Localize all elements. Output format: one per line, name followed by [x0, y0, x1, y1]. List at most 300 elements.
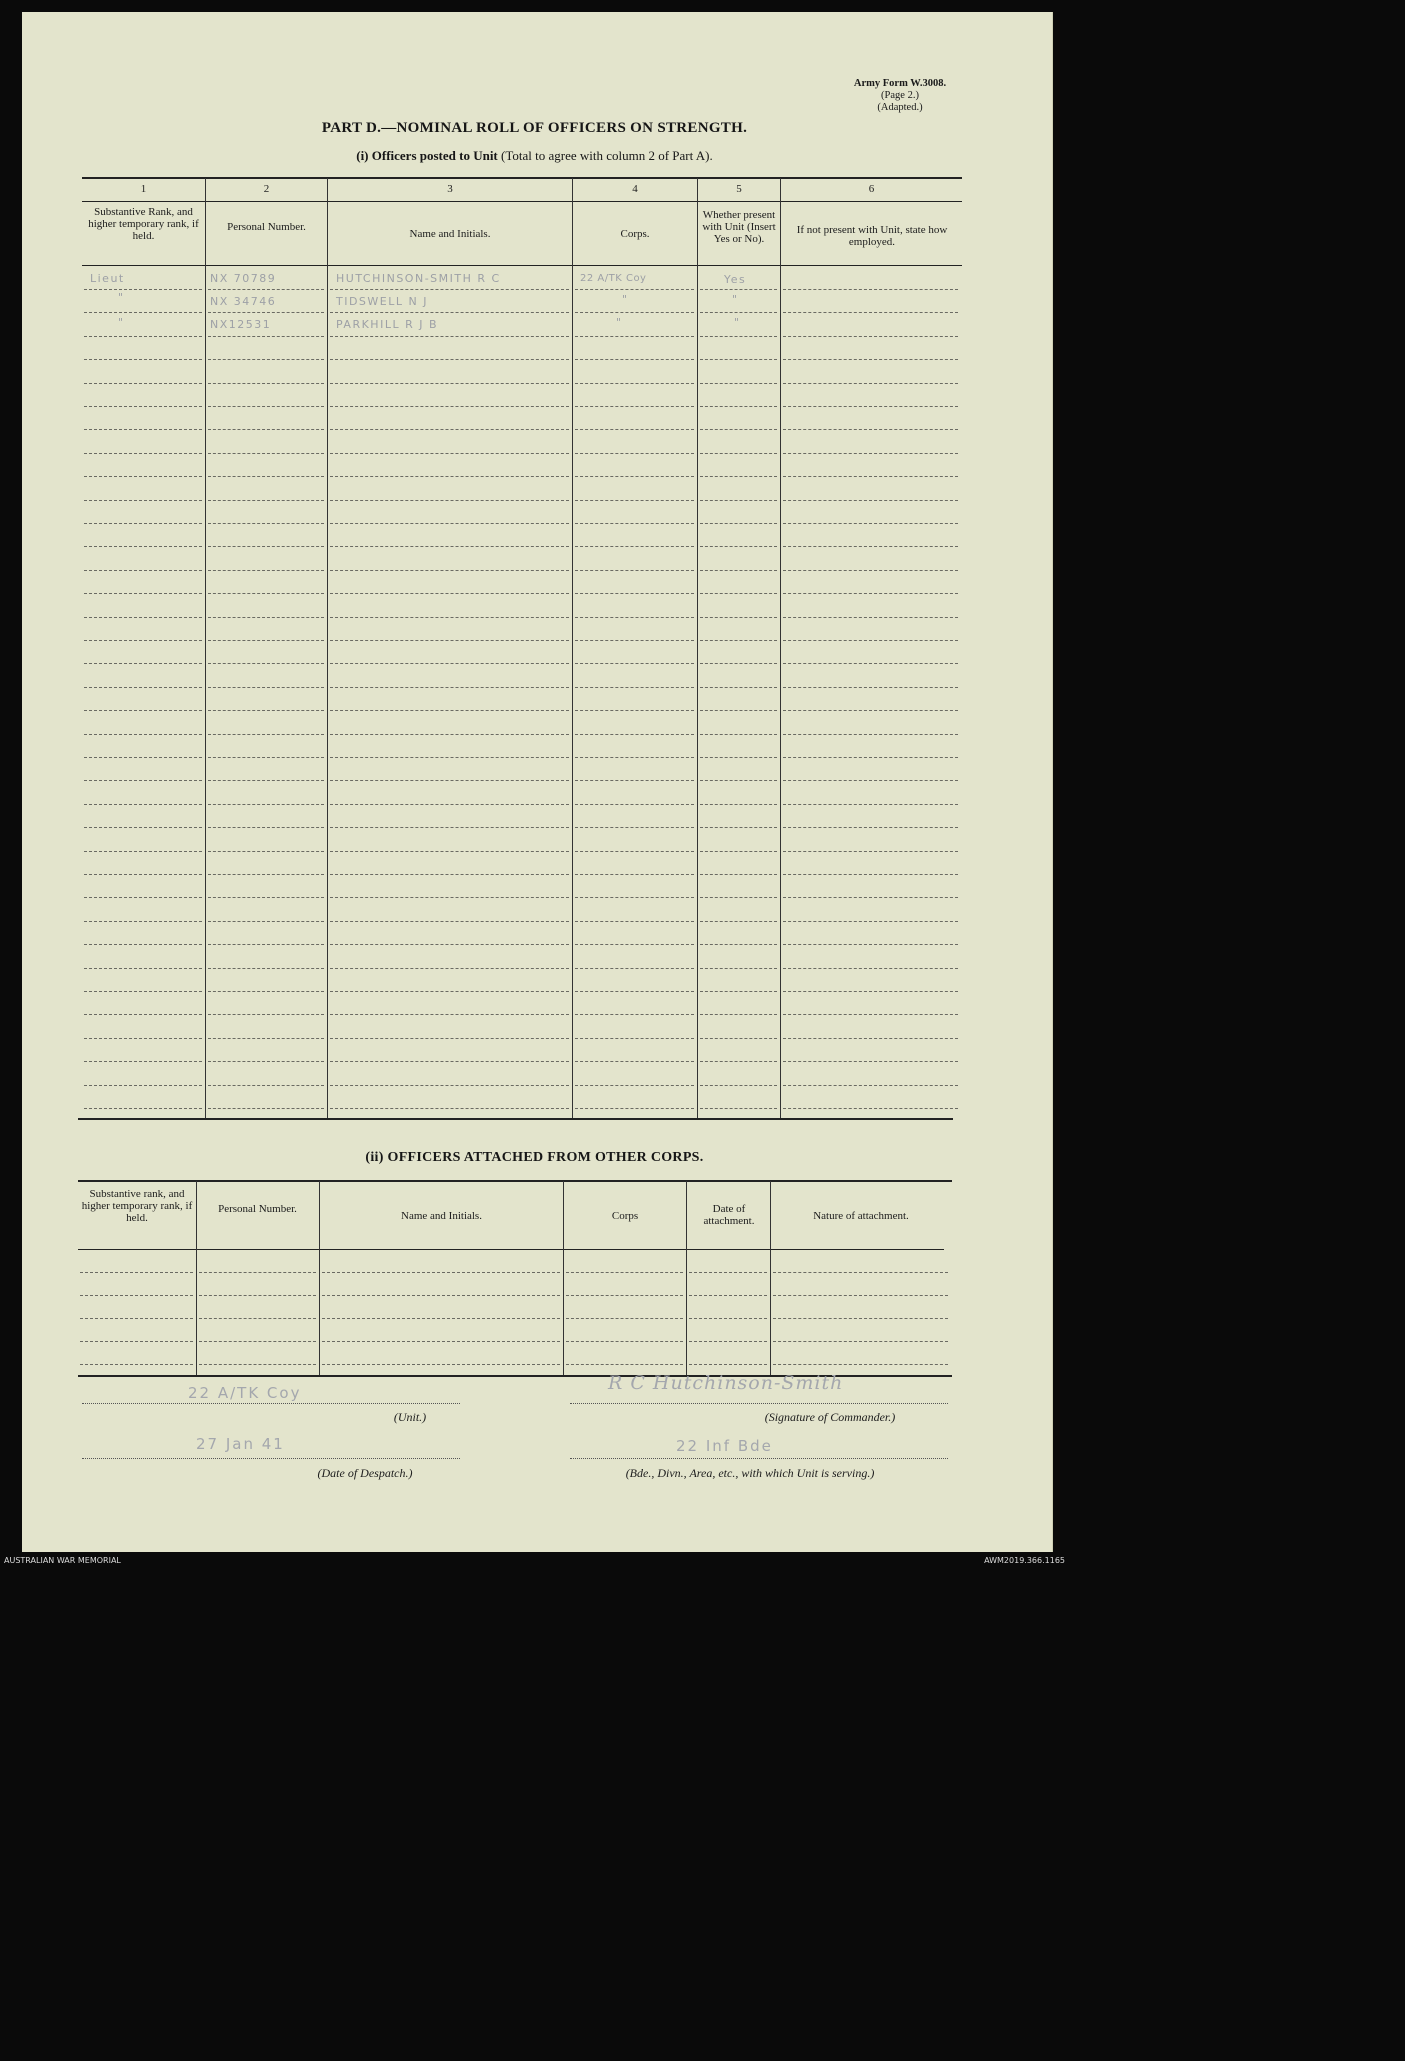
date-value: 27 Jan 41: [196, 1435, 285, 1453]
ruled-line: [773, 1295, 948, 1296]
ruled-line: [330, 710, 569, 711]
ruled-line: [80, 1272, 193, 1273]
ruled-line: [84, 663, 202, 664]
t2-header-name: Name and Initials.: [401, 1210, 482, 1222]
ruled-line: [700, 476, 777, 477]
ruled-line: [208, 406, 324, 407]
ruled-line: [84, 851, 202, 852]
t2-header-personal-number: Personal Number.: [218, 1203, 297, 1215]
ruled-line: [575, 991, 694, 992]
ruled-line: [84, 1085, 202, 1086]
ruled-line: [199, 1318, 316, 1319]
ruled-line: [783, 1061, 958, 1062]
unit-line: [82, 1403, 460, 1404]
ruled-line: [208, 944, 324, 945]
subtitle-rest: (Total to agree with column 2 of Part A).: [497, 148, 713, 163]
table2-header-rule: [78, 1249, 944, 1250]
ruled-line: [783, 734, 958, 735]
ruled-line: [575, 968, 694, 969]
ruled-line: [689, 1318, 767, 1319]
ruled-line: [208, 570, 324, 571]
page-title: PART D.—NOMINAL ROLL OF OFFICERS ON STRENGTH.: [321, 120, 748, 136]
col-number-rule: [82, 201, 962, 202]
ruled-line: [330, 523, 569, 524]
ruled-line: [575, 851, 694, 852]
ruled-line: [330, 1038, 569, 1039]
ruled-line: [330, 804, 569, 805]
ruled-line: [783, 991, 958, 992]
bde-value: 22 Inf Bde: [676, 1437, 773, 1455]
ruled-line: [84, 780, 202, 781]
ruled-line: [575, 476, 694, 477]
ruled-line: [208, 780, 324, 781]
ruled-line: [84, 804, 202, 805]
ruled-line: [783, 1108, 958, 1109]
col-divider-3: [572, 178, 573, 1118]
ruled-line: [575, 1061, 694, 1062]
ruled-line: [84, 453, 202, 454]
ruled-line: [84, 1061, 202, 1062]
ruled-line: [330, 570, 569, 571]
ruled-line: [208, 968, 324, 969]
ruled-line: [575, 289, 694, 290]
ruled-line: [84, 734, 202, 735]
ruled-line: [773, 1364, 948, 1365]
ruled-line: [330, 1108, 569, 1109]
ruled-line: [700, 453, 777, 454]
ruled-line: [783, 546, 958, 547]
ruled-line: [700, 874, 777, 875]
ruled-line: [330, 780, 569, 781]
ruled-line: [199, 1341, 316, 1342]
date-line: [82, 1458, 460, 1459]
ruled-line: [700, 359, 777, 360]
ruled-line: [330, 851, 569, 852]
ruled-line: [575, 710, 694, 711]
ruled-line: [575, 687, 694, 688]
ruled-line: [330, 593, 569, 594]
ruled-line: [783, 687, 958, 688]
header-rule: [82, 265, 962, 266]
ruled-line: [330, 429, 569, 430]
ruled-line: [84, 991, 202, 992]
ruled-line: [330, 289, 569, 290]
ruled-line: [208, 851, 324, 852]
ruled-line: [700, 991, 777, 992]
ruled-line: [208, 546, 324, 547]
ruled-line: [783, 921, 958, 922]
ruled-line: [773, 1341, 948, 1342]
ruled-line: [84, 546, 202, 547]
table2-top-rule: [78, 1180, 952, 1182]
ruled-line: [84, 289, 202, 290]
table-top-rule: [82, 177, 962, 179]
archive-credit: AUSTRALIAN WAR MEMORIAL: [4, 1556, 121, 1565]
subtitle-bold: (i) Officers posted to Unit: [356, 148, 498, 163]
ruled-line: [783, 406, 958, 407]
ruled-line: [208, 1061, 324, 1062]
ruled-line: [208, 874, 324, 875]
header-personal-number: Personal Number.: [227, 221, 306, 233]
date-label: (Date of Despatch.): [317, 1466, 413, 1480]
unit-value: 22 A/TK Coy: [188, 1384, 302, 1402]
ruled-line: [575, 570, 694, 571]
row3-corps: ": [616, 316, 623, 329]
row2-rank: ": [118, 291, 125, 304]
ruled-line: [208, 1108, 324, 1109]
ruled-line: [700, 1061, 777, 1062]
row3-present: ": [734, 316, 741, 329]
ruled-line: [208, 897, 324, 898]
unit-label: (Unit.): [393, 1410, 427, 1424]
header-name: Name and Initials.: [409, 228, 491, 240]
ruled-line: [575, 827, 694, 828]
ruled-line: [700, 1108, 777, 1109]
section2-title: (ii) OFFICERS ATTACHED FROM OTHER CORPS.: [365, 1150, 704, 1165]
ruled-line: [575, 593, 694, 594]
ruled-line: [700, 546, 777, 547]
ruled-line: [700, 640, 777, 641]
ruled-line: [575, 804, 694, 805]
row2-present: ": [732, 293, 739, 306]
ruled-line: [700, 429, 777, 430]
ruled-line: [330, 383, 569, 384]
ruled-line: [322, 1341, 560, 1342]
ruled-line: [330, 944, 569, 945]
ruled-line: [84, 1014, 202, 1015]
ruled-line: [575, 874, 694, 875]
ruled-line: [700, 523, 777, 524]
ruled-line: [575, 640, 694, 641]
ruled-line: [208, 921, 324, 922]
bde-label: (Bde., Divn., Area, etc., with which Unit is serving.): [625, 1466, 875, 1480]
ruled-line: [330, 617, 569, 618]
ruled-line: [208, 289, 324, 290]
col-number-6: 6: [868, 183, 875, 195]
t2-col-divider-1: [196, 1181, 197, 1375]
ruled-line: [783, 570, 958, 571]
ruled-line: [330, 1061, 569, 1062]
ruled-line: [700, 968, 777, 969]
row3-number: NX12531: [210, 318, 272, 331]
ruled-line: [700, 804, 777, 805]
ruled-line: [689, 1364, 767, 1365]
ruled-line: [322, 1295, 560, 1296]
ruled-line: [575, 336, 694, 337]
ruled-line: [783, 336, 958, 337]
ruled-line: [575, 757, 694, 758]
form-adapted: (Adapted.): [877, 102, 923, 113]
ruled-line: [700, 734, 777, 735]
ruled-line: [566, 1295, 683, 1296]
ruled-line: [700, 851, 777, 852]
ruled-line: [700, 757, 777, 758]
ruled-line: [84, 757, 202, 758]
ruled-line: [689, 1295, 767, 1296]
ruled-line: [575, 1108, 694, 1109]
ruled-line: [84, 827, 202, 828]
ruled-line: [199, 1272, 316, 1273]
header-present: Whether present with Unit (Insert Yes or No).: [702, 209, 776, 245]
ruled-line: [208, 312, 324, 313]
ruled-line: [330, 1085, 569, 1086]
form-number: Army Form W.3008.: [853, 78, 947, 89]
ruled-line: [700, 570, 777, 571]
ruled-line: [208, 523, 324, 524]
form-reference: [835, 78, 965, 114]
ruled-line: [84, 687, 202, 688]
ruled-line: [330, 453, 569, 454]
row3-rank: ": [118, 316, 125, 329]
row2-number: NX 34746: [210, 295, 277, 308]
ruled-line: [208, 804, 324, 805]
ruled-line: [330, 874, 569, 875]
row1-present: Yes: [724, 273, 747, 286]
ruled-line: [84, 593, 202, 594]
ruled-line: [783, 640, 958, 641]
ruled-line: [208, 359, 324, 360]
ruled-line: [783, 383, 958, 384]
ruled-line: [783, 617, 958, 618]
ruled-line: [84, 944, 202, 945]
ruled-line: [783, 453, 958, 454]
section-subtitle: [0, 148, 1069, 164]
ruled-line: [330, 734, 569, 735]
ruled-line: [783, 429, 958, 430]
ruled-line: [700, 710, 777, 711]
ruled-line: [700, 289, 777, 290]
ruled-line: [575, 921, 694, 922]
ruled-line: [208, 476, 324, 477]
ruled-line: [575, 734, 694, 735]
ruled-line: [783, 874, 958, 875]
ruled-line: [80, 1341, 193, 1342]
ruled-line: [783, 500, 958, 501]
ruled-line: [208, 593, 324, 594]
ruled-line: [575, 312, 694, 313]
ruled-line: [700, 1085, 777, 1086]
ruled-line: [575, 1014, 694, 1015]
ruled-line: [566, 1341, 683, 1342]
ruled-line: [575, 523, 694, 524]
ruled-line: [208, 1014, 324, 1015]
ruled-line: [700, 897, 777, 898]
t2-header-date: Date of attachment.: [703, 1203, 755, 1227]
ruled-line: [208, 991, 324, 992]
ruled-line: [575, 1085, 694, 1086]
ruled-line: [84, 968, 202, 969]
ruled-line: [330, 687, 569, 688]
ruled-line: [84, 1038, 202, 1039]
ruled-line: [330, 921, 569, 922]
ruled-line: [700, 921, 777, 922]
ruled-line: [700, 500, 777, 501]
col-number-5: 5: [736, 183, 742, 195]
ruled-line: [700, 383, 777, 384]
ruled-line: [330, 546, 569, 547]
row1-number: NX 70789: [210, 272, 277, 285]
ruled-line: [330, 663, 569, 664]
ruled-line: [208, 383, 324, 384]
ruled-line: [783, 663, 958, 664]
ruled-line: [208, 453, 324, 454]
ruled-line: [783, 1014, 958, 1015]
col-number-2: 2: [263, 183, 270, 195]
ruled-line: [208, 1085, 324, 1086]
ruled-line: [80, 1295, 193, 1296]
ruled-line: [575, 500, 694, 501]
ruled-line: [84, 897, 202, 898]
ruled-line: [575, 429, 694, 430]
col-divider-5: [780, 178, 781, 1118]
ruled-line: [208, 827, 324, 828]
ruled-line: [322, 1272, 560, 1273]
ruled-line: [330, 640, 569, 641]
ruled-line: [84, 874, 202, 875]
form-page-number: (Page 2.): [881, 90, 919, 101]
ruled-line: [330, 1014, 569, 1015]
ruled-line: [575, 383, 694, 384]
ruled-line: [773, 1318, 948, 1319]
table-bottom-rule: [78, 1118, 953, 1120]
ruled-line: [783, 359, 958, 360]
ruled-line: [330, 476, 569, 477]
row1-name: HUTCHINSON-SMITH R C: [336, 272, 501, 285]
t2-header-nature: Nature of attachment.: [813, 1210, 909, 1222]
ruled-line: [783, 851, 958, 852]
ruled-line: [783, 897, 958, 898]
ruled-line: [208, 757, 324, 758]
ruled-line: [84, 710, 202, 711]
ruled-line: [700, 1014, 777, 1015]
ruled-line: [84, 523, 202, 524]
ruled-line: [199, 1364, 316, 1365]
ruled-line: [330, 336, 569, 337]
ruled-line: [566, 1364, 683, 1365]
signature-label: (Signature of Commander.): [764, 1410, 896, 1424]
ruled-line: [700, 827, 777, 828]
commander-signature: R C Hutchinson-Smith: [608, 1372, 844, 1394]
ruled-line: [208, 617, 324, 618]
ruled-line: [700, 687, 777, 688]
ruled-line: [330, 991, 569, 992]
ruled-line: [84, 406, 202, 407]
row1-corps: 22 A/TK Coy: [580, 273, 647, 284]
ruled-line: [700, 617, 777, 618]
ruled-line: [783, 289, 958, 290]
ruled-line: [575, 663, 694, 664]
ruled-line: [575, 897, 694, 898]
ruled-line: [783, 804, 958, 805]
ruled-line: [700, 1038, 777, 1039]
ruled-line: [783, 1038, 958, 1039]
ruled-line: [575, 546, 694, 547]
ruled-line: [199, 1295, 316, 1296]
ruled-line: [330, 827, 569, 828]
col-number-4: 4: [632, 183, 638, 195]
ruled-line: [700, 312, 777, 313]
ruled-line: [80, 1318, 193, 1319]
header-corps: Corps.: [620, 228, 650, 240]
ruled-line: [783, 827, 958, 828]
ruled-line: [208, 429, 324, 430]
ruled-line: [84, 476, 202, 477]
ruled-line: [84, 359, 202, 360]
ruled-line: [700, 780, 777, 781]
col-divider-2: [327, 178, 328, 1118]
ruled-line: [783, 1085, 958, 1086]
ruled-line: [575, 780, 694, 781]
ruled-line: [330, 406, 569, 407]
col-number-1: 1: [140, 183, 147, 195]
ruled-line: [783, 593, 958, 594]
bde-line: [570, 1458, 948, 1459]
ruled-line: [322, 1364, 560, 1365]
ruled-line: [700, 406, 777, 407]
col-divider-1: [205, 178, 206, 1118]
ruled-line: [575, 944, 694, 945]
ruled-line: [330, 897, 569, 898]
ruled-line: [566, 1318, 683, 1319]
ruled-line: [700, 944, 777, 945]
t2-col-divider-4: [686, 1181, 687, 1375]
ruled-line: [208, 1038, 324, 1039]
t2-header-corps: Corps: [611, 1210, 639, 1222]
ruled-line: [208, 687, 324, 688]
ruled-line: [84, 617, 202, 618]
t2-header-rank: Substantive rank, and higher temporary rank, if held.: [81, 1188, 193, 1224]
ruled-line: [783, 476, 958, 477]
ruled-line: [322, 1318, 560, 1319]
ruled-line: [330, 968, 569, 969]
archive-id: AWM2019.366.1165: [984, 1556, 1065, 1565]
col-number-3: 3: [447, 183, 453, 195]
ruled-line: [84, 429, 202, 430]
ruled-line: [700, 336, 777, 337]
ruled-line: [84, 500, 202, 501]
ruled-line: [208, 500, 324, 501]
ruled-line: [783, 312, 958, 313]
ruled-line: [208, 640, 324, 641]
ruled-line: [783, 944, 958, 945]
ruled-line: [330, 500, 569, 501]
ruled-line: [700, 663, 777, 664]
ruled-line: [575, 359, 694, 360]
row2-corps: ": [622, 293, 629, 306]
ruled-line: [700, 593, 777, 594]
row3-name: PARKHILL R J B: [336, 318, 439, 331]
row1-rank: Lieut: [90, 272, 125, 285]
ruled-line: [783, 710, 958, 711]
ruled-line: [330, 312, 569, 313]
ruled-line: [575, 1038, 694, 1039]
ruled-line: [330, 757, 569, 758]
row2-name: TIDSWELL N J: [336, 295, 428, 308]
ruled-line: [783, 523, 958, 524]
ruled-line: [84, 570, 202, 571]
header-employed: If not present with Unit, state how employed.: [796, 224, 948, 248]
ruled-line: [566, 1272, 683, 1273]
ruled-line: [783, 757, 958, 758]
header-rank: Substantive Rank, and higher temporary rank, if held.: [88, 206, 199, 242]
ruled-line: [208, 336, 324, 337]
ruled-line: [689, 1341, 767, 1342]
ruled-line: [575, 617, 694, 618]
ruled-line: [84, 921, 202, 922]
ruled-line: [208, 663, 324, 664]
ruled-line: [208, 710, 324, 711]
ruled-line: [783, 968, 958, 969]
